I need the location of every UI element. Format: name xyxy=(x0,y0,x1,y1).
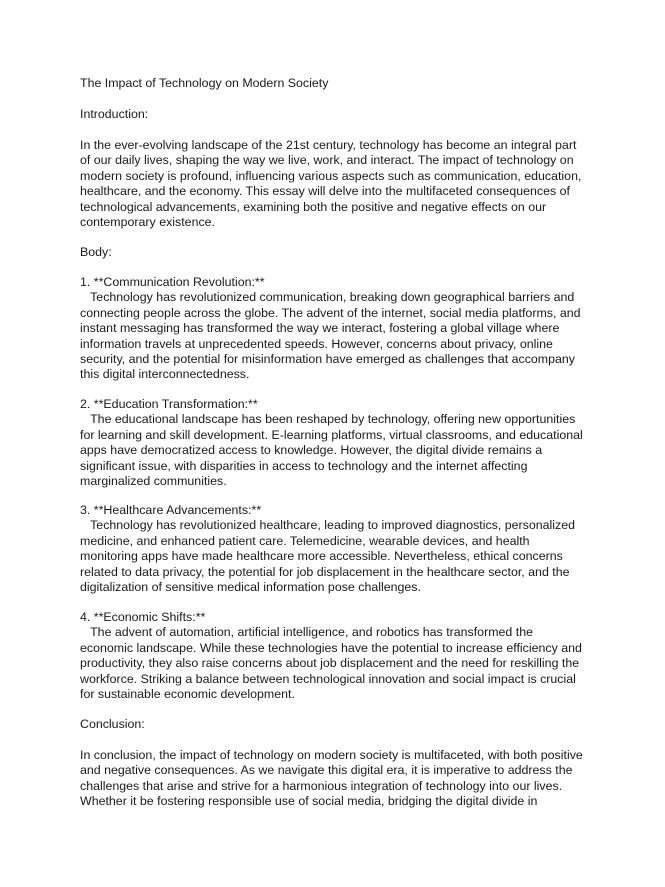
document-title: The Impact of Technology on Modern Society xyxy=(80,76,329,90)
paragraph-line: workforce. Striking a balance between technological innovation and social impact is crucial xyxy=(80,671,576,686)
paragraph-line: significant issue, with disparities in access to technology and the internet affecting xyxy=(80,458,528,473)
paragraph-line: instant messaging has transformed the way we interact, fostering a global village where xyxy=(80,321,560,336)
paragraph-line: apps have democratized access to knowledge. However, the digital divide remains a xyxy=(80,443,543,458)
paragraph-line: connecting people across the globe. The advent of the internet, social media platforms, and xyxy=(80,305,581,320)
section-heading: 3. **Healthcare Advancements:** xyxy=(80,503,262,517)
paragraph-line: information travels at unprecedented speeds. However, concerns about privacy, online xyxy=(80,336,553,351)
section-economic xyxy=(80,610,600,702)
paragraph-line: for learning and skill development. E-learning platforms, virtual classrooms, and educational xyxy=(80,427,583,442)
section-healthcare xyxy=(80,503,600,595)
paragraph-line: marginalized communities. xyxy=(80,474,227,489)
introduction-paragraph xyxy=(80,138,600,230)
paragraph-line: In conclusion, the impact of technology on modern society is multifaceted, with both positive xyxy=(80,748,583,762)
paragraph-line: In the ever-evolving landscape of the 21st century, technology has become an integral part xyxy=(80,138,577,152)
paragraph-line: economic landscape. While these technologies have the potential to increase efficiency and xyxy=(80,640,582,655)
section-communication xyxy=(80,275,600,383)
paragraph-line: related to data privacy, the potential for job displacement in the healthcare sector, and the xyxy=(80,564,570,579)
paragraph-line: digitalization of sensitive medical information pose challenges. xyxy=(80,580,421,595)
paragraph-line: contemporary existence. xyxy=(80,215,215,230)
section-education xyxy=(80,397,600,489)
conclusion-paragraph xyxy=(80,748,600,810)
paragraph-line: productivity, they also raise concerns about job displacement and the need for reskilling the xyxy=(80,656,580,671)
paragraph-line: monitoring apps have made healthcare more accessible. Nevertheless, ethical concerns xyxy=(80,549,563,564)
paragraph-line: challenges that arise and strive for a harmonious integration of technology into our lives. xyxy=(80,778,563,793)
section-heading: 4. **Economic Shifts:** xyxy=(80,610,206,624)
paragraph-line: technological advancements, examining both the positive and negative effects on our xyxy=(80,199,547,214)
paragraph-line: The advent of automation, artificial intelligence, and robotics has transformed the xyxy=(80,625,533,640)
paragraph-line: and negative consequences. As we navigate this digital era, it is imperative to address the xyxy=(80,763,573,778)
paragraph-line: Whether it be fostering responsible use of social media, bridging the digital divide in xyxy=(80,794,538,809)
introduction-heading: Introduction: xyxy=(80,107,149,121)
paragraph-line: this digital interconnectedness. xyxy=(80,367,250,382)
paragraph-line: security, and the potential for misinformation have emerged as challenges that accompany xyxy=(80,352,575,367)
paragraph-line: modern society is profound, influencing various aspects such as communication, education, xyxy=(80,168,582,183)
paragraph-line: The educational landscape has been reshaped by technology, offering new opportunities xyxy=(80,412,576,427)
conclusion-heading: Conclusion: xyxy=(80,717,145,731)
section-heading: 2. **Education Transformation:** xyxy=(80,397,258,411)
body-heading: Body: xyxy=(80,245,112,259)
paragraph-line: for sustainable economic development. xyxy=(80,687,295,702)
paragraph-line: Technology has revolutionized communication, breaking down geographical barriers and xyxy=(80,290,575,305)
section-heading: 1. **Communication Revolution:** xyxy=(80,275,265,289)
paragraph-line: of our daily lives, shaping the way we live, work, and interact. The impact of technology on xyxy=(80,153,574,168)
paragraph-line: medicine, and enhanced patient care. Telemedicine, wearable devices, and health xyxy=(80,533,530,548)
paragraph-line: healthcare, and the economy. This essay will delve into the multifaceted consequences of xyxy=(80,184,570,199)
paragraph-line: Technology has revolutionized healthcare, leading to improved diagnostics, personalized xyxy=(80,518,576,533)
